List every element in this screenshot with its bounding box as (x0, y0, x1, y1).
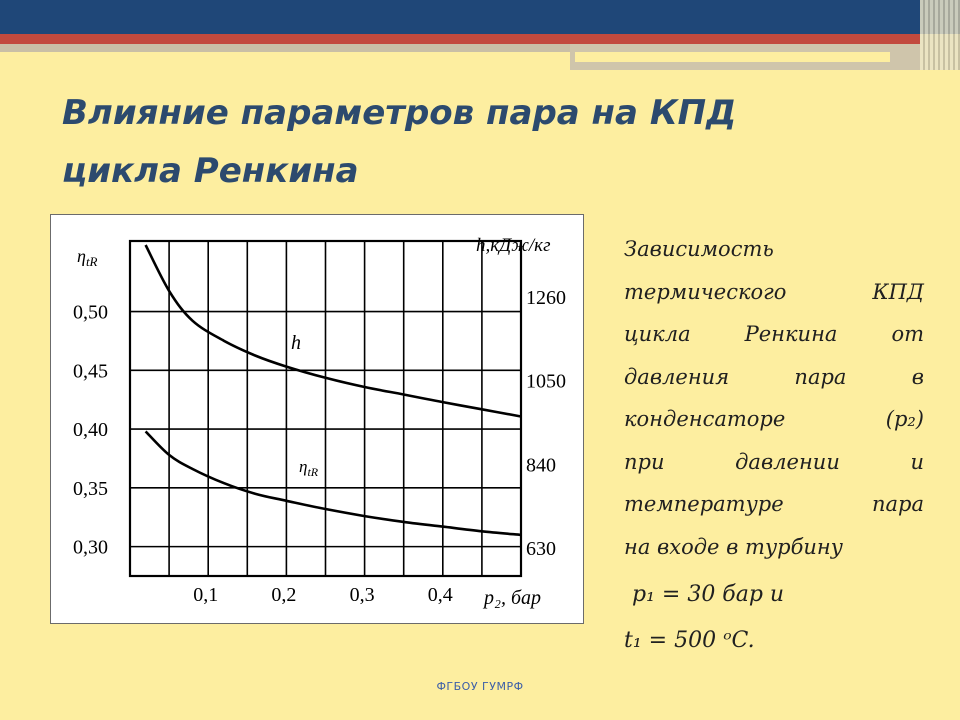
slide-title (62, 84, 822, 200)
x-tick-label: 0,2 (271, 584, 297, 606)
y-left-tick-label: 0,40 (73, 419, 108, 442)
param-pressure: p₁ = 30 бар и (632, 582, 785, 607)
y-right-tick-label: 840 (526, 454, 556, 477)
efficiency-chart (51, 215, 585, 625)
slide-title-line-1: Влияние параметров пара на КПД (62, 93, 737, 133)
y-right-tick-label: 1260 (526, 286, 566, 309)
x-tick-label: 0,4 (427, 584, 453, 606)
chart-panel (50, 214, 584, 624)
slide-title-line-2: цикла Ренкина (62, 151, 359, 191)
y-left-axis-label: $\eta_{tR}$ (77, 246, 98, 269)
param-temperature: t₁ = 500 ᵒC. (624, 628, 755, 653)
footer-org: ФГБОУ ГУМРФ (436, 680, 524, 693)
desc-line: температуре пара (624, 492, 924, 516)
desc-line: давления пара в (624, 364, 924, 389)
x-tick-label: 0,1 (193, 584, 219, 606)
y-left-tick-label: 0,30 (73, 536, 108, 559)
y-left-tick-label: 0,50 (73, 301, 108, 324)
y-left-tick-label: 0,45 (73, 360, 108, 383)
corner-stripes (920, 0, 960, 70)
x-tick-label: 0,3 (349, 584, 375, 606)
parameters (624, 572, 924, 664)
desc-line: конденсаторе (p₂) (624, 407, 924, 431)
y-left-tick-label: 0,35 (73, 477, 108, 500)
desc-line: термического КПД (624, 279, 924, 304)
y-right-axis-label: h,кДж/кг (476, 235, 551, 256)
red-decor-band (0, 34, 920, 44)
series-label-h: h (291, 332, 301, 354)
desc-line: на входе в турбину (624, 534, 843, 559)
series-line-eta (146, 431, 521, 535)
y-right-tick-label: 1050 (526, 370, 566, 393)
series-line-h (146, 245, 521, 417)
description (624, 228, 924, 568)
cream-decor-strip (575, 52, 890, 62)
gray-decor-band (0, 44, 570, 52)
desc-line: цикла Ренкина от (624, 322, 924, 346)
desc-line: Зависимость (624, 237, 774, 261)
top-decor-band (0, 0, 960, 34)
y-right-tick-label: 630 (526, 538, 556, 561)
series-label-eta: $\eta_{tR}$ (299, 457, 319, 479)
x-axis-label: p₂, бар (484, 587, 542, 609)
desc-line: при давлении и (624, 449, 924, 474)
